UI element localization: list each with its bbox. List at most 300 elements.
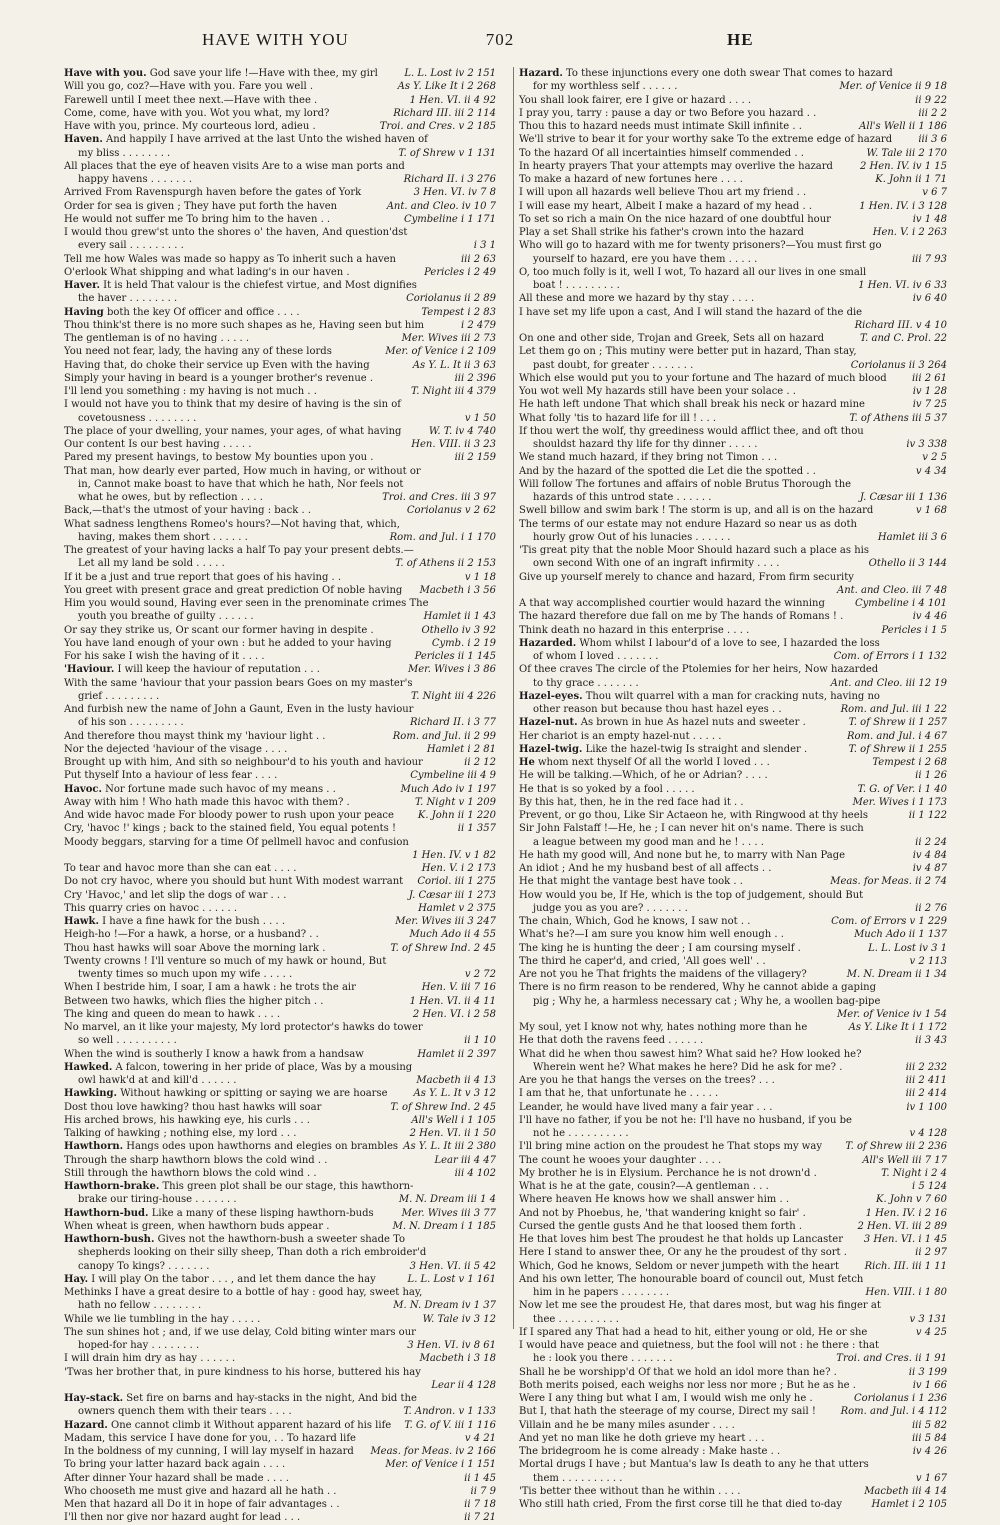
quotation-body: Methinks I have a great desire to a bottle of hay : good hay, sweet hay, — [64, 1287, 423, 1298]
quotation-body: I would have peace and quietness, but the fool will not : he there : that — [519, 1340, 880, 1351]
index-line — [519, 279, 947, 292]
quotation-text — [64, 995, 323, 1008]
index-line — [64, 1180, 496, 1193]
quotation-body: To these injunctions every one doth swear That comes to hazard — [562, 68, 893, 79]
quotation-body: He hath left undone That which shall break his neck or hazard mine — [519, 399, 865, 411]
index-line — [519, 1233, 947, 1246]
index-line — [64, 491, 496, 504]
quotation-body: And furbish new the name of John a Gaunt, Even in the lusty haviour — [64, 704, 414, 715]
index-line — [519, 597, 947, 610]
quotation-text — [64, 1048, 364, 1061]
citation-reference: 2 Hen. VI. i 2 58 — [410, 1008, 496, 1021]
index-line — [64, 1207, 496, 1220]
index-line — [64, 67, 496, 80]
quotation-body: Swell billow and swim bark ! The storm is up, and all is on the hazard — [519, 505, 874, 517]
quotation-body: shouldst hazard thy life for thy dinner . . . . . — [533, 439, 758, 450]
index-line — [64, 915, 496, 928]
quotation-text — [519, 200, 812, 213]
citation-reference: iii 2 159 — [452, 451, 496, 464]
quotation-text — [519, 531, 730, 544]
citation-reference: i 2 479 — [458, 319, 496, 332]
quotation-body: other reason but because thou hast hazel eyes . . — [533, 704, 782, 715]
citation-reference: 2 Hen. IV. iv 1 15 — [857, 160, 947, 173]
citation-reference: Rom. and Jul. ii 2 99 — [390, 730, 496, 743]
citation-reference: As Y. Like It i 1 172 — [846, 1021, 947, 1034]
citation-reference: W. Tale iii 2 170 — [864, 147, 947, 160]
quotation-text — [64, 1498, 340, 1511]
quotation-body: O'erlook What shipping and what lading's in our haven . — [64, 266, 350, 278]
citation-reference: i 3 1 — [471, 239, 496, 252]
citation-reference: K. John ii 1 220 — [415, 809, 496, 822]
citation-reference: Ant. and Cleo. iii 7 48 — [834, 584, 947, 597]
quotation-body: And not by Phoebus, he, 'that wandering knight so fair' . — [519, 1207, 806, 1219]
quotation-body: I'll bring mine action on the proudest he That stops my way — [519, 1141, 822, 1153]
index-line — [519, 544, 947, 557]
quotation-text — [64, 968, 292, 981]
index-line — [519, 385, 947, 398]
quotation-body: whom next thyself Of all the world I loved . . . — [534, 757, 770, 768]
quotation-text — [519, 809, 868, 822]
citation-reference: Hamlet v 2 375 — [415, 902, 496, 915]
quotation-body: Cry 'Havoc,' and let slip the dogs of war . . . — [64, 889, 287, 901]
quotation-body: O, too much folly is it, well I wot, To hazard all our lives in one small — [519, 266, 867, 278]
quotation-body: I have set my life upon a cast, And I will stand the hazard of the die — [519, 306, 863, 318]
running-head-right: HE — [727, 30, 754, 49]
index-line — [64, 292, 496, 305]
quotation-text — [64, 1405, 292, 1418]
quotation-body: brake our tiring-house . . . . . . . — [78, 1194, 237, 1206]
quotation-body: He that doth the ravens feed . . . . . . — [519, 1035, 704, 1047]
citation-reference: ii 1 357 — [455, 822, 496, 835]
index-line — [64, 822, 496, 835]
quotation-text — [519, 1233, 843, 1246]
index-line — [64, 650, 496, 663]
index-line — [519, 186, 947, 199]
index-line — [64, 173, 496, 186]
quotation-body: I would not have you to think that my desire of having is the sin of — [64, 399, 401, 411]
citation-reference: Hamlet ii 1 43 — [421, 610, 496, 623]
index-line — [64, 1260, 496, 1273]
quotation-text — [64, 1299, 201, 1312]
index-line — [519, 398, 947, 411]
citation-reference: T. of Shrew iii 2 236 — [842, 1140, 947, 1153]
quotation-text — [519, 942, 801, 955]
quotation-text — [64, 1445, 354, 1458]
quotation-text — [64, 504, 311, 517]
index-line — [519, 557, 947, 570]
quotation-text — [64, 624, 374, 637]
quotation-text — [64, 1511, 300, 1524]
index-line — [64, 398, 496, 411]
index-line — [64, 518, 496, 531]
index-line — [519, 809, 947, 822]
headword: Hawked. — [64, 1061, 113, 1073]
index-line — [519, 1260, 947, 1273]
quotation-body: canopy To kings? . . . . . . . — [78, 1260, 210, 1272]
citation-reference: ii 2 76 — [912, 902, 947, 915]
quotation-text — [64, 544, 414, 557]
quotation-body: Between two hawks, which flies the higher pitch . . — [64, 995, 324, 1007]
citation-reference: ii 2 97 — [912, 1246, 947, 1259]
quotation-body: If it be a just and true report that goes of his having . . — [64, 571, 342, 583]
quotation-text — [519, 1273, 863, 1286]
index-line — [519, 875, 947, 888]
quotation-text — [519, 332, 824, 345]
index-line — [519, 1180, 947, 1193]
quotation-text — [64, 94, 317, 107]
quotation-text — [64, 412, 196, 425]
index-line — [64, 584, 496, 597]
citation-reference: iv 6 40 — [910, 292, 947, 305]
index-line — [64, 1432, 496, 1445]
citation-reference: i 5 124 — [909, 1180, 947, 1193]
quotation-text — [64, 1246, 427, 1259]
index-line — [519, 1154, 947, 1167]
quotation-body: Leander, he would have lived many a fair year . . . — [519, 1101, 773, 1113]
quotation-text — [64, 743, 287, 756]
quotation-body: To bring your latter hazard back again . . . . — [64, 1459, 286, 1471]
citation-reference: iii 5 82 — [909, 1419, 947, 1432]
index-line — [64, 1511, 496, 1524]
quotation-text — [64, 465, 421, 478]
citation-reference: Rom. and Jul. i 4 112 — [838, 1405, 947, 1418]
quotation-text — [519, 1445, 780, 1458]
quotation-body: not he . . . . . . . . . . — [533, 1128, 629, 1139]
quotation-text — [519, 147, 804, 160]
index-line — [519, 1392, 947, 1405]
citation-reference: Mer. of Venice iv 1 54 — [834, 1008, 947, 1021]
index-line — [519, 1207, 947, 1220]
quotation-body: having, makes them short . . . . . . — [78, 531, 248, 543]
quotation-text — [519, 730, 721, 743]
quotation-body: When wheat is green, when hawthorn buds appear . — [64, 1220, 330, 1232]
index-line — [64, 597, 496, 610]
index-line — [64, 981, 496, 994]
index-line — [519, 1114, 947, 1127]
quotation-text — [64, 531, 248, 544]
citation-reference: M. N. Dream ii 1 34 — [844, 968, 947, 981]
index-line — [519, 147, 947, 160]
index-line — [519, 1273, 947, 1286]
quotation-body: them . . . . . . . . . . — [533, 1472, 623, 1484]
quotation-body: Heigh-ho !—For a hawk, a horse, or a husband? . . — [64, 929, 319, 941]
page-header — [64, 30, 936, 52]
quotation-text — [64, 756, 423, 769]
quotation-text — [519, 610, 843, 623]
quotation-text — [519, 160, 833, 173]
index-line — [519, 133, 947, 146]
quotation-body: Having that, do choke their service up Even with the having — [64, 359, 370, 371]
quotation-body: Through the sharp hawthorn blows the cold wind . . — [64, 1154, 328, 1166]
citation-reference: T. G. of Ver. i 1 40 — [855, 783, 947, 796]
citation-reference: Hen. V. i 2 173 — [419, 862, 496, 875]
quotation-body: what he owes, but by reflection . . . . — [78, 492, 263, 503]
quotation-text — [64, 147, 170, 160]
quotation-text — [519, 1405, 816, 1418]
quotation-body: What sadness lengthens Romeo's hours?—Not having that, which, — [64, 518, 400, 530]
citation-reference: T. Night iii 4 379 — [408, 385, 496, 398]
index-line — [519, 610, 947, 623]
citation-reference: 1 Hen. VI. ii 4 92 — [407, 94, 496, 107]
index-line — [64, 968, 496, 981]
quotation-text — [519, 1087, 718, 1100]
quotation-text — [64, 1034, 177, 1047]
quotation-text — [64, 1114, 310, 1127]
index-line — [519, 584, 947, 597]
quotation-body: hoped-for hay . . . . . . . . — [78, 1340, 200, 1351]
quotation-text — [519, 1140, 822, 1153]
quotation-text — [519, 1260, 839, 1273]
index-line — [519, 359, 947, 372]
quotation-body: Away with him ! Who hath made this havoc with them? . — [64, 796, 350, 808]
quotation-body: Nor the dejected 'haviour of the visage . . . . — [64, 743, 288, 755]
quotation-text — [519, 822, 864, 835]
citation-reference: Othello ii 3 144 — [866, 557, 947, 570]
quotation-text — [519, 107, 816, 120]
index-line — [519, 266, 947, 279]
quotation-body: Who still hath cried, From the first corse till he that died to-day — [519, 1499, 842, 1510]
index-line — [64, 359, 496, 372]
quotation-body: I would thou grew'st unto the shores o' the haven, And question'dst — [64, 227, 408, 238]
quotation-text — [519, 478, 851, 491]
citation-reference: Macbeth ii 4 13 — [413, 1074, 496, 1087]
citation-reference: iii 4 102 — [452, 1167, 496, 1180]
index-line — [64, 928, 496, 941]
index-line — [64, 624, 496, 637]
quotation-text — [64, 226, 407, 239]
index-line — [519, 465, 947, 478]
quotation-text — [64, 266, 350, 279]
citation-reference: As Y. L. It v 3 12 — [411, 1087, 496, 1100]
citation-reference: Mer. Wives i 1 173 — [850, 796, 947, 809]
quotation-text — [64, 1472, 289, 1485]
index-line — [519, 743, 947, 756]
headword: Hay-stack. — [64, 1393, 124, 1404]
index-line — [64, 120, 496, 133]
quotation-body: Both merits poised, each weighs nor less nor more ; But he as he . — [519, 1379, 856, 1391]
citation-reference: ii 7 9 — [468, 1485, 496, 1498]
quotation-body: Wherein went he? What makes he here? Did he ask for me? . — [533, 1061, 843, 1073]
citation-reference: All's Well iii 7 17 — [859, 1154, 947, 1167]
quotation-body: You have land enough of your own : but he added to your having — [64, 637, 392, 649]
quotation-text — [519, 1472, 622, 1485]
citation-reference: Richard III. v 4 10 — [852, 319, 947, 332]
quotation-text — [64, 306, 300, 319]
index-line — [519, 213, 947, 226]
quotation-body: The terms of our estate may not endure Hazard so near us as doth — [519, 518, 857, 530]
quotation-text — [519, 1379, 856, 1392]
index-line — [64, 531, 496, 544]
quotation-body: I'll lend you something : my having is not much . . — [64, 386, 317, 397]
index-line — [519, 345, 947, 358]
quotation-body: Let them go on ; This mutiny were better put in hazard, Than stay, — [519, 346, 857, 358]
citation-reference: Cymbeline iii 4 9 — [407, 769, 496, 782]
quotation-text — [519, 1286, 669, 1299]
quotation-text — [64, 955, 386, 968]
quotation-text — [64, 1140, 398, 1153]
index-line — [519, 107, 947, 120]
citation-reference: M. N. Dream i 1 185 — [390, 1220, 496, 1233]
quotation-text — [519, 1167, 817, 1180]
quotation-body: The place of your dwelling, your names, your ages, of what having — [64, 425, 402, 437]
quotation-body: own second With one of an ingraft infirmity . . . . — [533, 558, 780, 570]
quotation-body: Whom whilst I labour'd of a love to see, I hazarded the loss — [576, 637, 880, 649]
citation-reference: Troi. and Cres. iii 3 97 — [379, 491, 496, 504]
citation-reference: T. Night v 1 209 — [412, 796, 496, 809]
citation-reference: v 2 5 — [919, 451, 947, 464]
index-line — [64, 1167, 496, 1180]
citation-reference: Lear iii 4 47 — [431, 1154, 496, 1167]
quotation-body: for my worthless self . . . . . . — [533, 81, 678, 93]
quotation-body: Which else would put you to your fortune and The hazard of much blood — [519, 372, 887, 384]
quotation-body: And therefore thou mayst think my 'haviour light . . — [64, 730, 326, 742]
quotation-body: twenty times so much upon my wife . . . . . — [78, 969, 293, 980]
quotation-text — [64, 438, 251, 451]
quotation-body: All places that the eye of heaven visits Are to a wise man ports and — [64, 160, 405, 172]
quotation-text — [64, 1392, 417, 1405]
quotation-text — [519, 557, 779, 570]
index-line — [519, 1299, 947, 1312]
index-line — [64, 80, 496, 93]
quotation-body: On one and other side, Trojan and Greek, Sets all on hazard — [519, 333, 824, 344]
quotation-text — [64, 663, 320, 676]
quotation-text — [519, 345, 857, 358]
quotation-text — [64, 1220, 329, 1233]
quotation-body: And wide havoc made For bloody power to rush upon your peace — [64, 810, 394, 821]
citation-reference: Hamlet i 2 81 — [424, 743, 496, 756]
index-line — [519, 690, 947, 703]
index-line — [519, 1366, 947, 1379]
index-line — [519, 1021, 947, 1034]
quotation-text — [519, 1419, 735, 1432]
index-line — [519, 94, 947, 107]
citation-reference: v 4 21 — [462, 1432, 496, 1445]
quotation-body: To tear and havoc more than she can eat . . . . — [64, 863, 297, 874]
citation-reference: Com. of Errors i 1 132 — [831, 650, 947, 663]
index-line — [64, 133, 496, 146]
quotation-text — [519, 1154, 721, 1167]
citation-reference: 3 Hen. VI. i 1 45 — [861, 1233, 947, 1246]
citation-reference: v 1 67 — [913, 1472, 947, 1485]
quotation-text — [519, 412, 716, 425]
quotation-text — [519, 1048, 861, 1061]
quotation-text — [64, 942, 325, 955]
quotation-text — [519, 703, 782, 716]
quotation-text — [519, 597, 825, 610]
index-line — [519, 319, 947, 332]
quotation-text — [64, 1432, 356, 1445]
quotation-text — [519, 67, 893, 80]
quotation-text — [519, 120, 802, 133]
quotation-text — [64, 173, 192, 186]
citation-reference: v 2 72 — [462, 968, 496, 981]
quotation-text — [519, 902, 688, 915]
index-line — [519, 1193, 947, 1206]
index-line — [64, 571, 496, 584]
index-line — [64, 1366, 496, 1379]
citation-reference: iv 4 84 — [910, 849, 947, 862]
quotation-text — [64, 107, 329, 120]
citation-reference: iv 7 25 — [910, 398, 947, 411]
citation-reference: Ant. and Cleo. iii 12 19 — [828, 677, 947, 690]
quotation-text — [519, 928, 784, 941]
quotation-text — [519, 1114, 852, 1127]
index-line — [519, 1445, 947, 1458]
quotation-body: You shall look fairer, ere I give or hazard . . . . — [519, 94, 752, 106]
index-line — [519, 438, 947, 451]
citation-reference: Hen. V. iii 7 16 — [419, 981, 496, 994]
citation-reference: Pericles i 1 5 — [879, 624, 947, 637]
citation-reference: iii 3 6 — [915, 133, 947, 146]
index-line — [519, 1352, 947, 1365]
citation-reference: Macbeth i 3 56 — [417, 584, 496, 597]
index-line — [64, 637, 496, 650]
quotation-text — [519, 1366, 837, 1379]
quotation-body: Gives not the hawthorn-bush a sweeter shade To — [154, 1234, 406, 1245]
citation-reference: Com. of Errors v 1 229 — [828, 915, 947, 928]
quotation-text — [519, 451, 777, 464]
index-line — [64, 253, 496, 266]
quotation-body: Order for sea is given ; They have put forth the haven — [64, 200, 338, 212]
citation-reference: ii 2 24 — [912, 836, 947, 849]
quotation-text — [519, 836, 764, 849]
citation-reference: T. of Shrew ii 1 257 — [846, 716, 947, 729]
quotation-body: thee . . . . . . . . . . — [533, 1313, 619, 1325]
citation-reference: iv 1 28 — [910, 385, 947, 398]
headword: Hay. — [64, 1273, 89, 1285]
quotation-text — [64, 67, 378, 80]
quotation-text — [64, 1061, 413, 1074]
citation-reference: iii 2 2 — [915, 107, 947, 120]
headword: Hawk. — [64, 916, 99, 927]
quotation-body: Shall he be worshipp'd Of that we hold an idol more than he? . — [519, 1366, 837, 1378]
quotation-text — [64, 637, 391, 650]
citation-reference: iii 7 93 — [909, 253, 947, 266]
quotation-body: Cursed the gentle gusts And he that loosed them forth . — [519, 1220, 803, 1232]
quotation-body: He that might the vantage best have took . . — [519, 876, 743, 888]
quotation-text — [519, 995, 881, 1008]
quotation-body: Cry, 'havoc !' kings ; back to the stained field, You equal potents ! — [64, 823, 397, 835]
quotation-text — [64, 783, 336, 796]
quotation-text — [519, 292, 754, 305]
quotation-text — [64, 862, 296, 875]
citation-reference: ii 1 10 — [461, 1034, 496, 1047]
citation-reference: iv 1 48 — [910, 213, 947, 226]
quotation-body: A that way accomplished courtier would hazard the winning — [519, 598, 825, 609]
quotation-body: As brown in hue As hazel nuts and sweeter . — [577, 717, 806, 729]
quotation-body: Hangs odes upon hawthorns and elegies on brambles — [123, 1141, 399, 1153]
quotation-body: And yet no man like he doth grieve my heart . . . — [519, 1432, 765, 1444]
quotation-body: He that loves him best The proudest he that holds up Lancaster — [519, 1234, 843, 1245]
citation-reference: Meas. for Meas. ii 2 74 — [827, 875, 947, 888]
quotation-text — [519, 1180, 769, 1193]
citation-reference: T. Night i 2 4 — [878, 1167, 947, 1180]
quotation-body: Who will go to hazard with me for twenty prisoners?—You must first go — [519, 240, 882, 252]
quotation-text — [64, 889, 286, 902]
quotation-text — [519, 1220, 802, 1233]
quotation-body: Here I stand to answer thee, Or any he the proudest of thy sort . — [519, 1247, 847, 1259]
headword: Hazarded. — [519, 637, 577, 649]
quotation-body: The bridegroom he is come already : Make haste . . — [519, 1446, 781, 1457]
quotation-body: To the hazard Of all incertainties himself commended . . — [519, 147, 804, 159]
quotation-body: I will drain him dry as hay . . . . . . — [64, 1353, 236, 1365]
index-line — [64, 306, 496, 319]
index-line — [519, 756, 947, 769]
citation-reference: 3 Hen. VI. iv 7 8 — [411, 186, 496, 199]
quotation-body: Think death no hazard in this enterprise . . . . — [519, 624, 750, 636]
index-line — [519, 1313, 947, 1326]
index-line — [519, 425, 947, 438]
